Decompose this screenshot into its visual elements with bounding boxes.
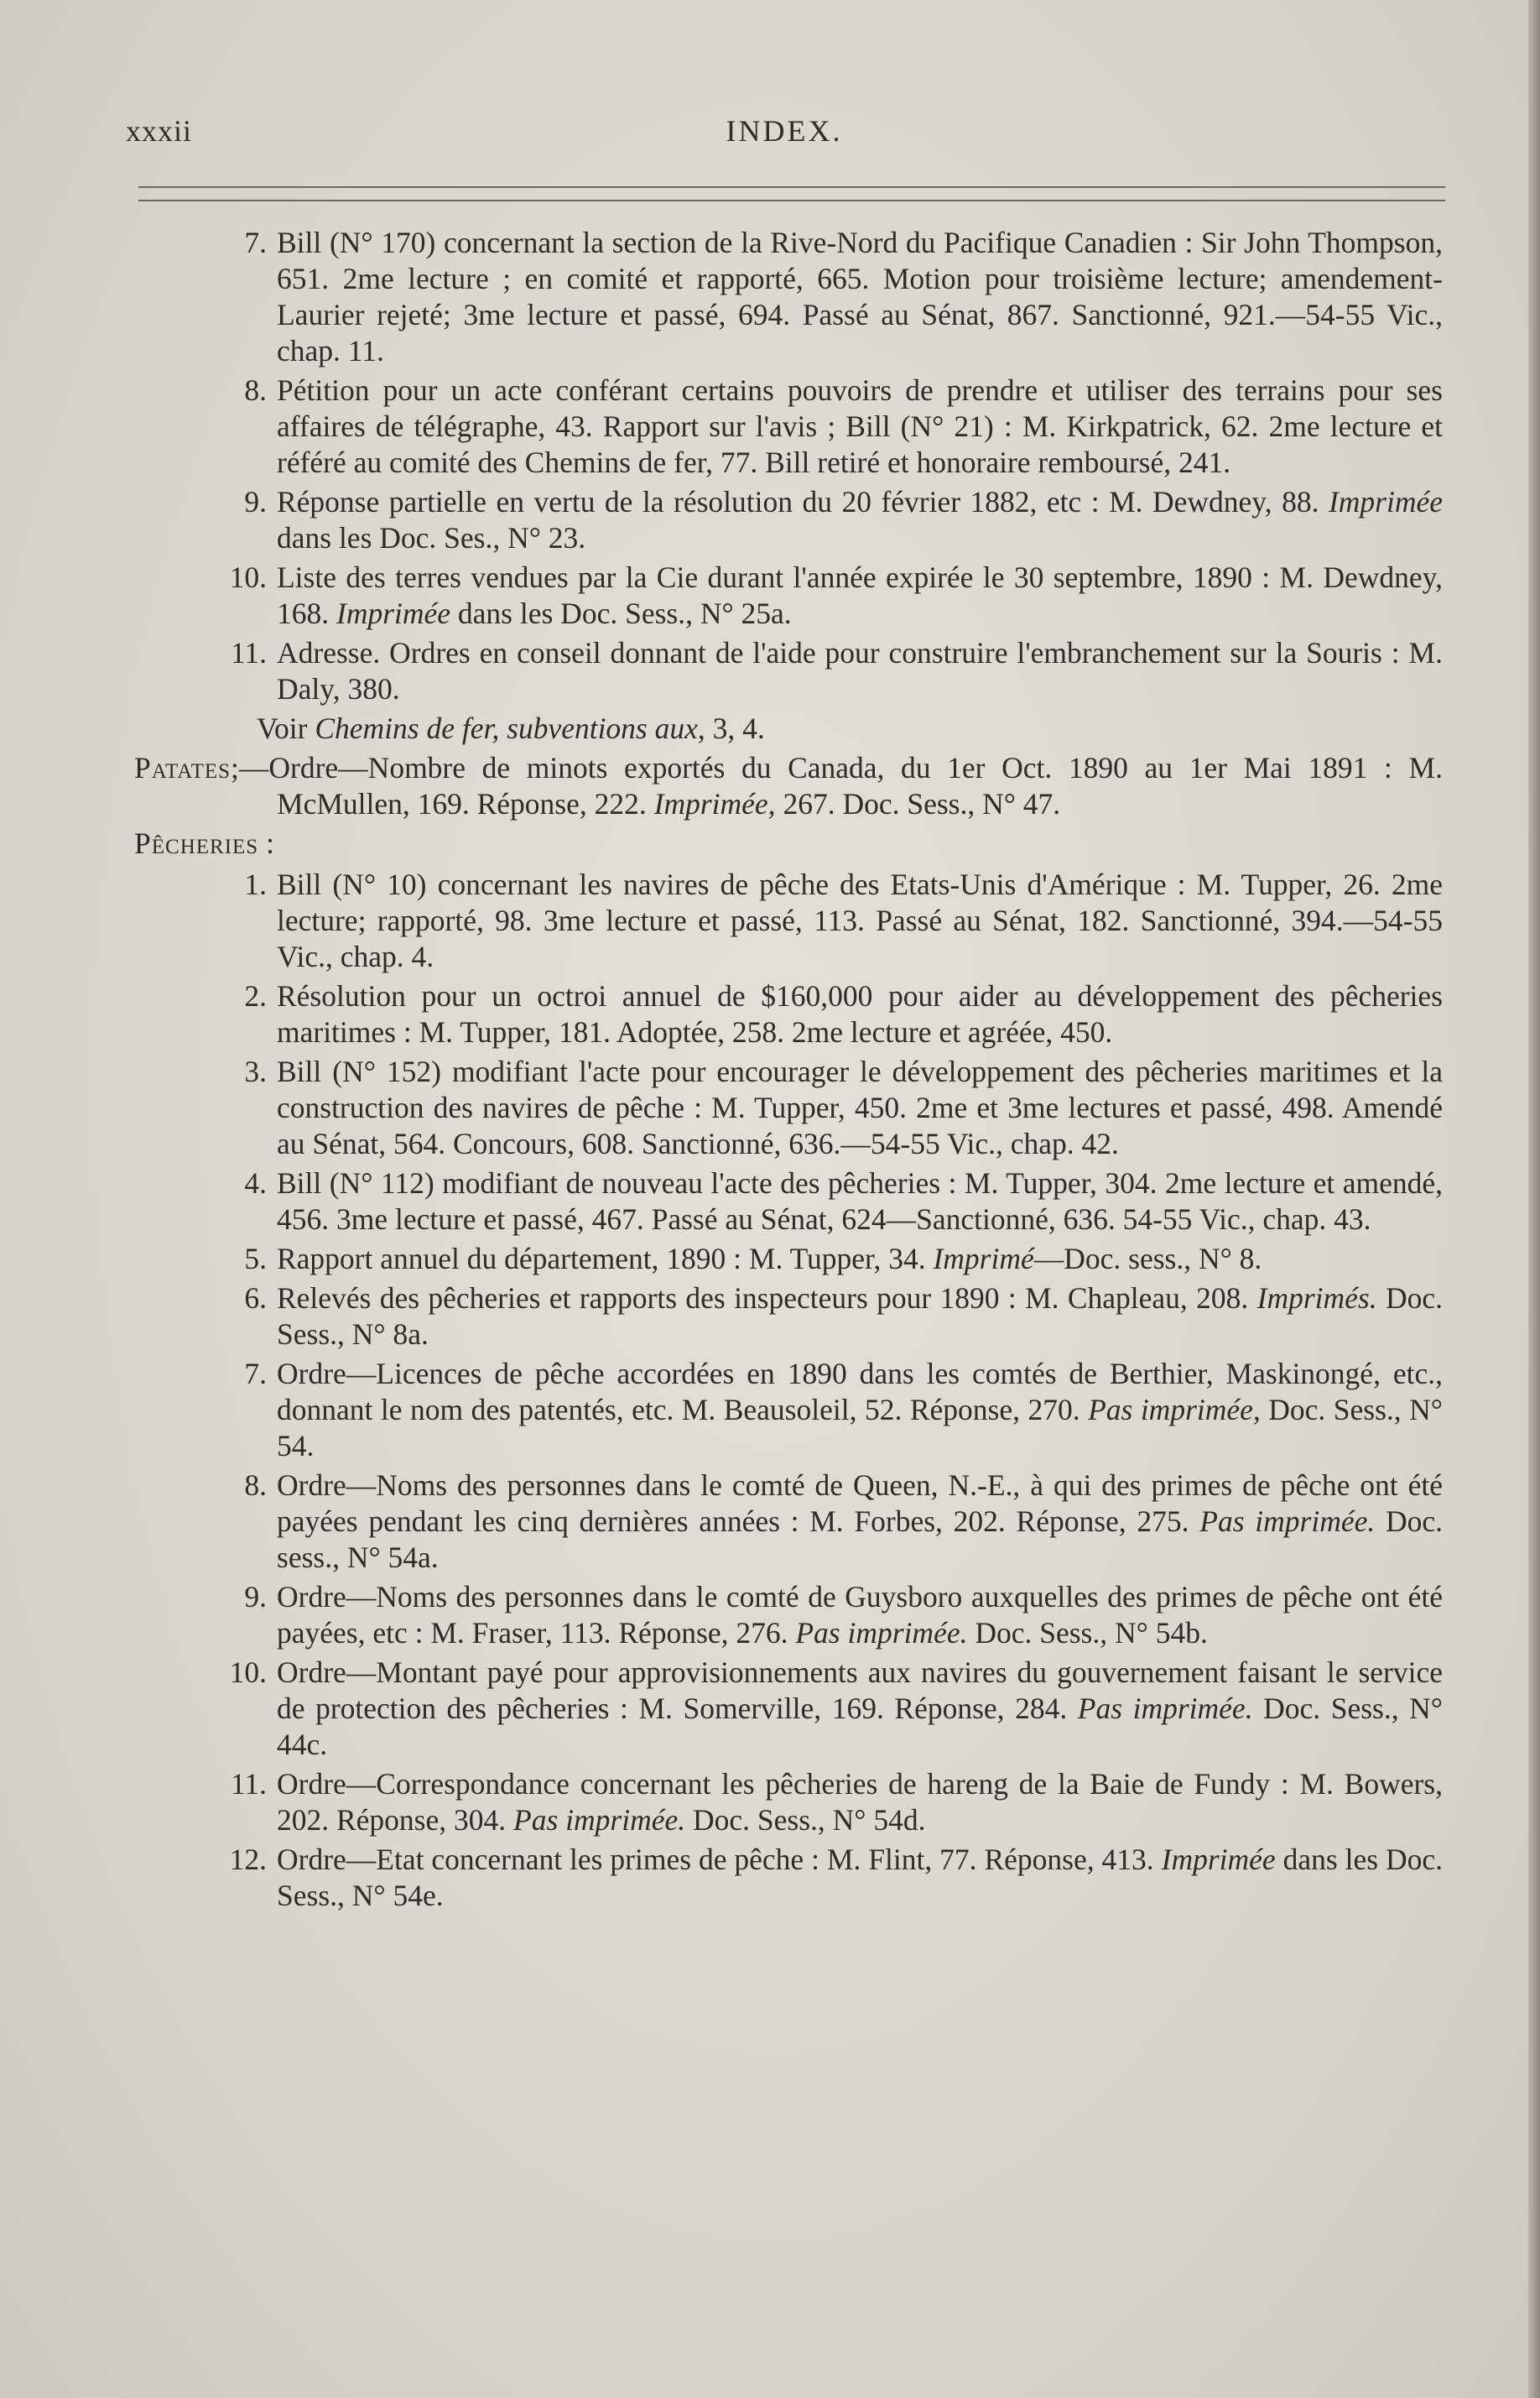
entry-tail: Doc. Sess., N° 44c. <box>277 1692 1444 1761</box>
telegraph-entries <box>134 225 1443 707</box>
entry-number: 9. <box>244 485 267 519</box>
index-entry <box>134 1241 1443 1277</box>
see-also-target: Chemins de fer, subventions aux <box>315 712 698 745</box>
entry-number: 11. <box>230 636 267 670</box>
entry-italic: Imprimé <box>933 1242 1034 1275</box>
entry-number: 8. <box>244 1468 267 1502</box>
index-entry <box>134 1356 1443 1464</box>
entry-text: Résolution pour un octroi annuel de $160,000 pour aider au développement des pêcheries maritimes : M. Tupper, 181. Adoptée, 258. 2me lecture et agréée, 450. <box>277 979 1443 1049</box>
header-rule-top <box>138 186 1445 188</box>
entry-number: 11. <box>230 1767 267 1801</box>
entry-text: Adresse. Ordres en conseil donnant de l'aide pour construire l'embranchement sur la Souris : M. Daly, 380. <box>277 636 1443 706</box>
entry-text: Ordre—Noms des personnes dans le comté de Queen, N.-E., à qui des primes de pêche ont été payées pendant les cinq dernières années : M. Forbes, 202. Réponse, 275. <box>277 1468 1443 1538</box>
entry-tail: Doc. sess., N° 54a. <box>277 1504 1443 1574</box>
entry-number: 9. <box>244 1580 267 1613</box>
index-entry <box>134 1842 1443 1914</box>
index-body <box>134 225 1443 1917</box>
entry-number: 6. <box>244 1281 267 1315</box>
entry-italic: Imprimée <box>336 597 451 630</box>
entry-text: Relevés des pêcheries et rapports des inspecteurs pour 1890 : M. Chapleau, 208. <box>277 1281 1249 1315</box>
index-entry <box>134 635 1443 707</box>
entry-tail: dans les Doc. Sess., N° 25a. <box>450 597 792 630</box>
see-also-reference <box>134 711 1443 747</box>
entry-text: Bill (N° 112) modifiant de nouveau l'acte des pêcheries : M. Tupper, 304. 2me lecture et amendé, 456. 3me lecture et passé, 467. Passé au Sénat, 624—Sanctionné, 636. 54-55 Vic., chap. 43. <box>277 1166 1443 1236</box>
entry-tail: Doc. Sess., N° 54. <box>277 1393 1443 1462</box>
index-entry <box>134 1467 1443 1576</box>
see-also-pages: , 3, 4. <box>697 712 765 745</box>
entry-tail: Doc. Sess., N° 8a. <box>277 1281 1443 1351</box>
pecheries-heading: Pêcheries <box>134 826 259 860</box>
page-spine-edge <box>1528 0 1540 2398</box>
header-rule-bottom <box>138 200 1445 201</box>
entry-italic: Pas imprimée, <box>1088 1393 1261 1426</box>
entry-text: Réponse partielle en vertu de la résolution du 20 février 1882, etc : M. Dewdney, 88. <box>277 485 1319 519</box>
entry-number: 12. <box>229 1843 267 1876</box>
entry-number: 2. <box>244 979 267 1013</box>
entry-number: 4. <box>244 1166 267 1200</box>
running-head <box>126 113 1443 155</box>
pecheries-entries <box>134 867 1443 1914</box>
patates-text: ;—Ordre—Nombre de minots exportés du Canada, du 1er Oct. 1890 au 1er Mai 1891 : M. McMullen, 169. Réponse, 222. <box>231 751 1443 821</box>
entry-text: Rapport annuel du département, 1890 : M. Tupper, 34. <box>277 1242 926 1275</box>
entry-italic: Imprimés. <box>1256 1281 1377 1315</box>
index-entry <box>134 978 1443 1050</box>
entry-number: 10. <box>229 560 267 594</box>
patates-tail: 267. Doc. Sess., N° 47. <box>775 787 1061 821</box>
entry-tail: dans les Doc. Ses., N° 23. <box>277 521 586 555</box>
entry-italic: Pas imprimée. <box>513 1803 686 1837</box>
entry-text: Ordre—Etat concernant les primes de pêche : M. Flint, 77. Réponse, 413. <box>277 1843 1154 1876</box>
patates-italic: Imprimée, <box>653 787 776 821</box>
entry-tail: Doc. Sess., N° 54b. <box>967 1616 1208 1650</box>
entry-text: Liste des terres vendues par la Cie durant l'année expirée le 30 septembre, 1890 : M. Dewdney, 168. <box>277 560 1443 630</box>
index-entry <box>134 1165 1443 1238</box>
entry-number: 7. <box>244 226 267 259</box>
entry-text: Bill (N° 170) concernant la section de la Rive-Nord du Pacifique Canadien : Sir John Thompson, 651. 2me lecture ; en comité et rapporté, 665. Motion pour troisième lecture; amendement-Laurier rejeté; 3me lecture et passé, 694. Passé au Sénat, 867. Sanctionné, 921.—54-55 Vic., chap. 11. <box>277 226 1443 368</box>
entry-number: 8. <box>244 373 267 407</box>
index-entry <box>134 373 1443 481</box>
entry-tail: —Doc. sess., N° 8. <box>1033 1242 1262 1275</box>
entry-number: 3. <box>244 1055 267 1088</box>
entry-text: Ordre—Correspondance concernant les pêcheries de hareng de la Baie de Fundy : M. Bowers, 202. Réponse, 304. <box>277 1767 1443 1837</box>
entry-number: 10. <box>229 1655 267 1689</box>
entry-italic: Imprimée <box>1328 485 1443 519</box>
entry-text: Ordre—Noms des personnes dans le comté de Guysboro auxquelles des primes de pêche ont été payées, etc : M. Fraser, 113. Réponse, 276. <box>277 1580 1443 1650</box>
patates-heading: Patates <box>134 751 232 785</box>
index-entry <box>134 1579 1443 1651</box>
see-also-prefix: Voir <box>257 712 315 745</box>
index-entry <box>134 867 1443 975</box>
page-number: xxxii <box>126 114 193 148</box>
entry-number: 5. <box>244 1242 267 1275</box>
entry-tail: Doc. Sess., N° 54d. <box>685 1803 926 1837</box>
entry-number: 7. <box>244 1357 267 1390</box>
entry-number: 1. <box>244 868 267 901</box>
pecheries-heading-line <box>134 826 1443 862</box>
index-entry <box>134 1655 1443 1763</box>
entry-italic: Pas imprimée. <box>1077 1692 1253 1725</box>
heading-colon: : <box>258 826 274 860</box>
entry-italic: Pas imprimée. <box>1199 1504 1376 1538</box>
entry-tail: dans les Doc. Sess., N° 54e. <box>277 1843 1444 1912</box>
index-entry <box>134 484 1443 556</box>
index-entry <box>134 1054 1443 1162</box>
index-entry <box>134 225 1443 369</box>
patates-entry <box>134 750 1443 822</box>
entry-text: Pétition pour un acte conférant certains pouvoirs de prendre et utiliser des terrains pour ses affaires de télégraphe, 43. Rapport sur l'avis ; Bill (N° 21) : M. Kirkpatrick, 62. 2me lecture et référé au comité des Chemins de fer, 77. Bill retiré et honoraire remboursé, 241. <box>277 373 1443 479</box>
index-entry <box>134 560 1443 632</box>
index-entry <box>134 1280 1443 1353</box>
entry-text: Ordre—Montant payé pour approvisionnements aux navires du gouvernement faisant le service de protection des pêcheries : M. Somerville, 169. Réponse, 284. <box>277 1655 1443 1725</box>
page-title: INDEX. <box>726 114 843 148</box>
entry-italic: Imprimée <box>1161 1843 1276 1876</box>
entry-italic: Pas imprimée. <box>795 1616 968 1650</box>
entry-text: Ordre—Licences de pêche accordées en 1890 dans les comtés de Berthier, Maskinongé, etc., donnant le nom des patentés, etc. M. Beausoleil, 52. Réponse, 270. <box>277 1357 1443 1426</box>
entry-text: Bill (N° 10) concernant les navires de pêche des Etats-Unis d'Amérique : M. Tupper, 26. 2me lecture; rapporté, 98. 3me lecture et passé, 113. Passé au Sénat, 182. Sanctionné, 394.—54-55 Vic., chap. 4. <box>277 868 1443 973</box>
entry-text: Bill (N° 152) modifiant l'acte pour encourager le développement des pêcheries maritimes et la construction des navires de pêche : M. Tupper, 450. 2me et 3me lectures et passé, 498. Amendé au Sénat, 564. Concours, 608. Sanctionné, 636.—54-55 Vic., chap. 42. <box>277 1055 1443 1160</box>
index-entry <box>134 1766 1443 1838</box>
